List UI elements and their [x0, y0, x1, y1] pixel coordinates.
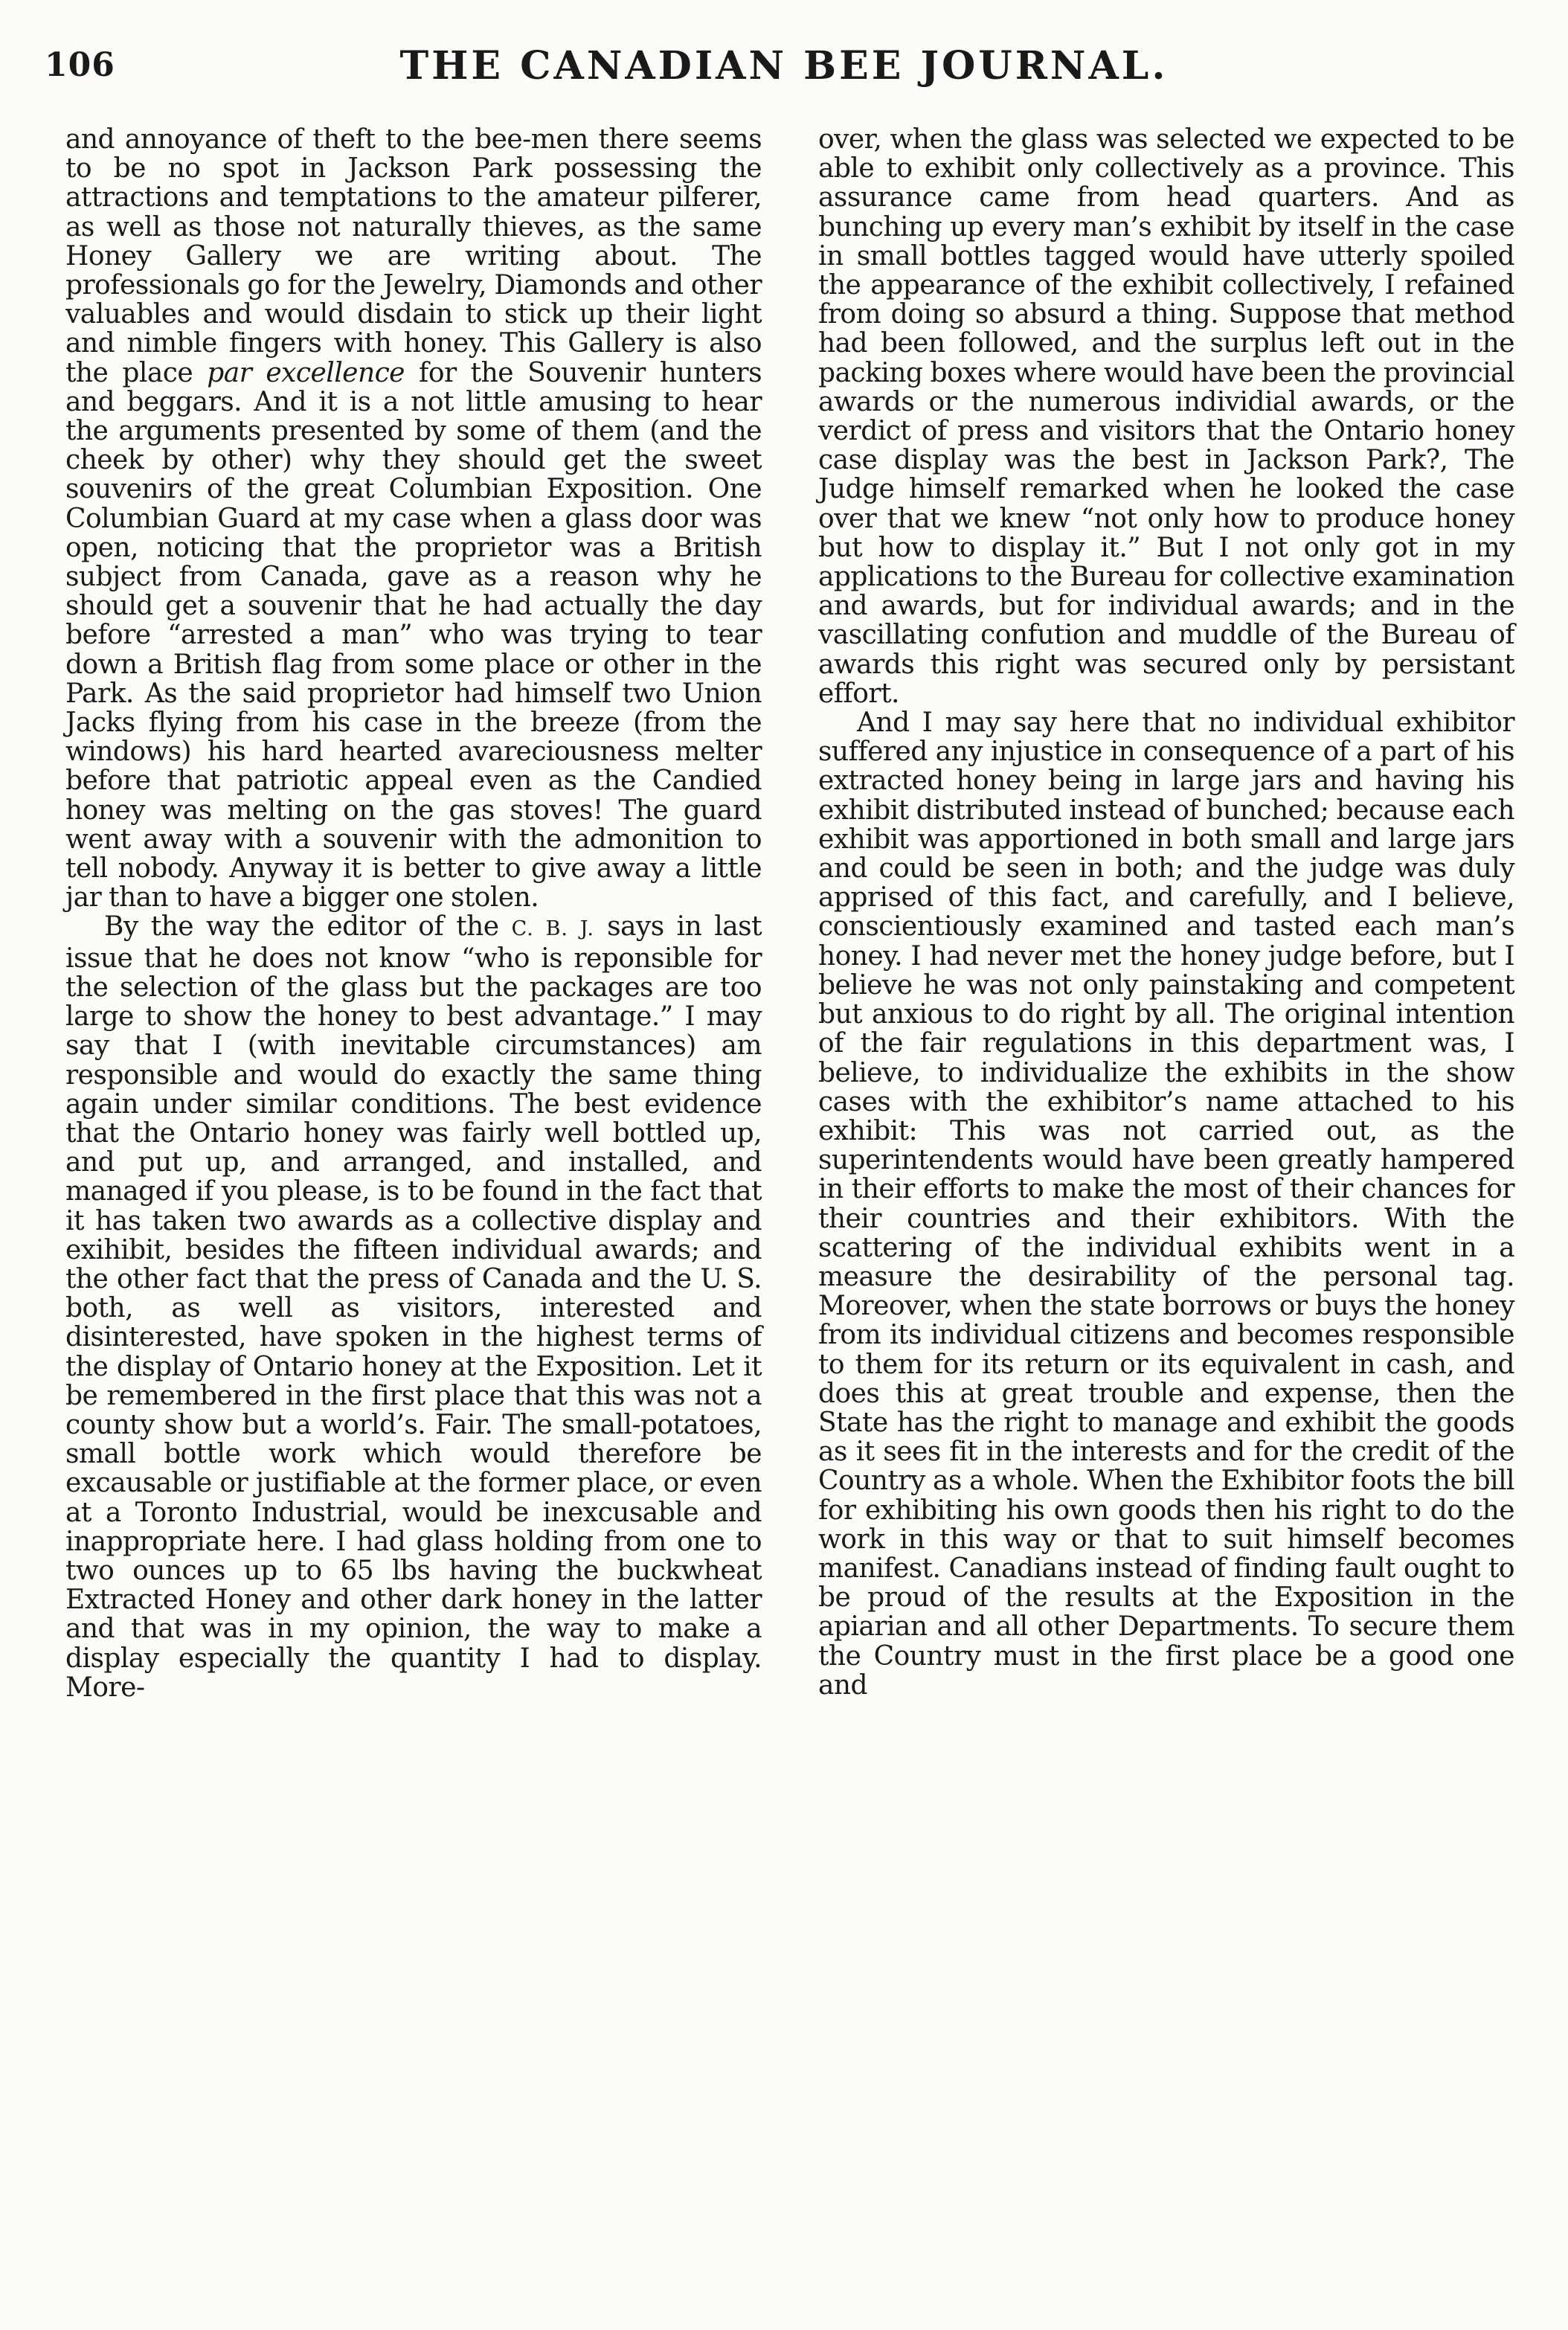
italic-phrase: par excellence: [207, 357, 405, 388]
page-number: 106: [45, 46, 115, 84]
right-column: [818, 125, 1514, 2297]
paragraph-text: And I may say here that no individual exhibitor suffered any injustice in consequence of a part of his extracted honey being in large jars and having his exhibit distributed instead of bunched; because each exhibit was apportioned in both small and large jars and could be seen in both; and the judge was duly apprised of this fact, and carefully, and I believe, conscientiously examined and tasted each man’s honey. I had never met the honey judge before, but I believe he was not only painstaking and competent but anxious to do right by all. The original intention of the fair regulations in this department was, I believe, to individualize the exhibits in the show cases with the exhibitor’s name attached to his exhibit: This was not carried out, as the superintendents would have been greatly hampered in their efforts to make the most of their chances for their countries and their exhibitors. With the scattering of the individual exhibits went in a measure the desirability of the personal tag. Moreover, when the state borrows or buys the honey from its individual citizens and becomes responsible to them for its return or its equivalent in cash, and does this at great trouble and expense, then the State has the right to manage and exhibit the goods as it sees fit in the interests and for the credit of the Country as a whole. When the Exhibitor foots the bill for exhibiting his own goods then his right to do the work in this way or that to suit himself becomes manifest. Canadians instead of finding fault ought to be proud of the results at the Exposition in the apiarian and all other Departments. To secure them the Country must in the first place be a good one and: [818, 707, 1514, 1701]
paragraph-individual-awards: [818, 708, 1514, 1700]
paragraph-editor-reply: [65, 912, 762, 1701]
paragraph-text: over, when the glass was selected we expected to be able to exhibit only collectively as a province. This assurance came from head quarters. And as bunching up every man’s exhibit by itself in the case in small bottles tagged would have utterly spoiled the appearance of the exhibit collectively, I refained from doing so absurd a thing. Suppose that method had been followed, and the surplus left out in the packing boxes where would have been the provincial awards or the numerous individial awards, or the verdict of press and visitors that the Ontario honey case display was the best in Jackson Park?, The Judge himself remarked when he looked the case over that we knew “not only how to produce honey but how to display it.” But I not only got in my applications to the Bureau for collective examination and awards, but for individual awards; and in the vascillating confution and muddle of the Bureau of awards this right was secured only by persistant effort.: [818, 124, 1514, 709]
journal-title: THE CANADIAN BEE JOURNAL.: [399, 43, 1169, 89]
paragraph-theft-souvenirs: [65, 125, 762, 912]
left-column: [65, 125, 762, 2297]
page-header: [45, 42, 1523, 94]
paragraph-text: By the way the editor of the: [104, 911, 499, 943]
paragraph-collective-display: [818, 125, 1514, 708]
journal-abbreviation: C. B. J.: [511, 917, 595, 941]
paragraph-text: says in last issue that he does not know “who is reponsible for the selection of the glass but the packages are too large to show the honey to best advantage.” I may say that I (with inevitable circumstances) am responsible and would do exactly the same thing again under similar conditions. The best evidence that the Ontario honey was fairly well bottled up, and put up, and arranged, and installed, and managed if you please, is to be found in the fact that it has taken two awards as a collective display and exihibit, besides the fifteen individual awards; and the other fact that the press of Canada and the U. S. both, as well as visitors, interested and disinterested, have spoken in the highest terms of the display of Ontario honey at the Exposition. Let it be remembered in the first place that this was not a county show but a world’s. Fair. The small-potatoes, small bottle work which would therefore be excausable or justifiable at the former place, or even at a Toronto Industrial, would be inexcusable and inappropriate here. I had glass holding from one to two ounces up to 65 lbs having the buckwheat Extracted Honey and other dark honey in the latter and that was in my opinion, the way to make a display especially the quantity I had to display. More-: [65, 911, 762, 1703]
article-body: [65, 125, 1514, 2297]
paragraph-text: for the Souvenir hunters and beggars. And it is a not little amusing to hear the arguments presented by some of them (and the cheek by other) why they should get the sweet souvenirs of the great Columbian Exposition. One Columbian Guard at my case when a glass door was open, noticing that the proprietor was a British subject from Canada, gave as a reason why he should get a souvenir that he had actually the day before “arrested a man” who was trying to tear down a British flag from some place or other in the Park. As the said proprietor had himself two Union Jacks flying from his case in the breeze (from the windows) his hard hearted avareciousness melter before that patriotic appeal even as the Candied honey was melting on the gas stoves! The guard went away with a souvenir with the admonition to tell nobody. Anyway it is better to give away a little jar than to have a bigger one stolen.: [65, 357, 762, 914]
paragraph-text: and annoyance of theft to the bee-men there seems to be no spot in Jackson Park possessing the attractions and temptations to the amateur pilferer, as well as those not naturally thieves, as the same Honey Gallery we are writing about. The professionals go for the Jewelry, Diamonds and other valuables and would disdain to stick up their light and nimble fingers with honey. This Gallery is also the place: [65, 124, 762, 388]
